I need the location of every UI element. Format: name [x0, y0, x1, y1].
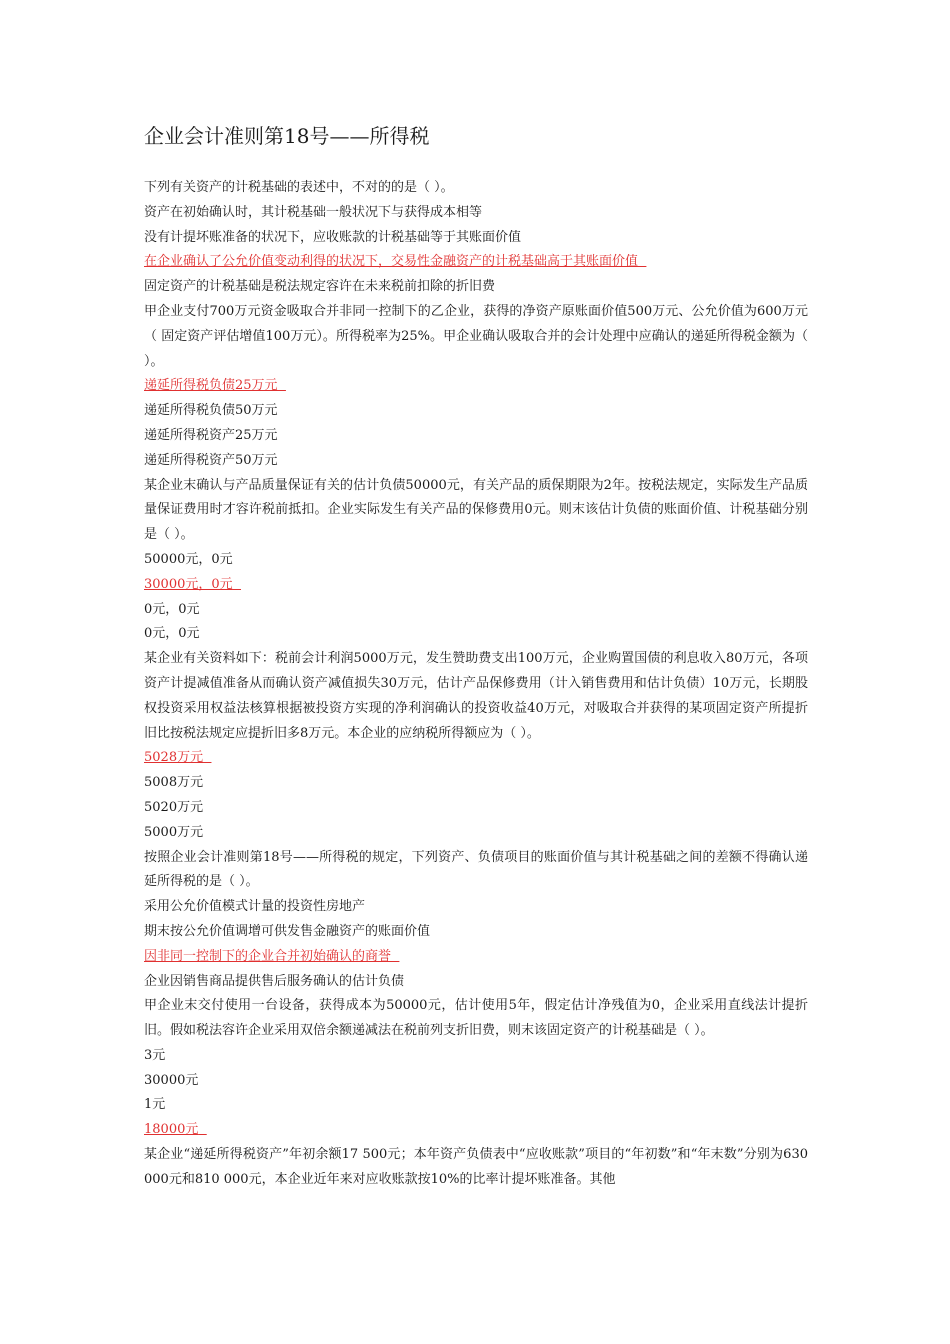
answer-option [144, 1069, 808, 1094]
question-text [144, 1143, 808, 1193]
text: 3元 [144, 1047, 166, 1063]
answer-option [144, 920, 808, 945]
question-text [144, 300, 808, 374]
question-text [144, 994, 808, 1044]
answer-option [144, 771, 808, 796]
answer-option-correct [144, 250, 808, 275]
answer-option [144, 598, 808, 623]
page-title: 企业会计准则第18号——所得税 [144, 124, 430, 148]
text: 递延所得税资产25万元 [144, 427, 278, 443]
question-text [144, 474, 808, 548]
answer-option [144, 622, 808, 647]
text: 50000元，0元 [144, 551, 233, 567]
text: 按照企业会计准则第18号——所得税的规定，下列资产、负债项目的账面价值与其计税基础之间的差额不得确认递延所得税的是（ ）。 [144, 849, 808, 890]
document-body [144, 176, 808, 1193]
answer-option [144, 821, 808, 846]
text: 5008万元 [144, 775, 204, 791]
answer-option [144, 796, 808, 821]
answer-option [144, 399, 808, 424]
text: 某企业“递延所得税资产”年初余额17 500元；本年资产负债表中“应收账款”项目的“年初数”和“年末数”分别为630 000元和810 000元，本企业近年来对应收账款按10%的比率计提坏账准备。其他 [144, 1147, 808, 1187]
correct-answer-text: 递延所得税负债25万元 [144, 378, 278, 394]
answer-option-correct [144, 1118, 808, 1143]
text: 递延所得税资产50万元 [144, 452, 278, 468]
answer-option [144, 548, 808, 573]
answer-option [144, 275, 808, 300]
text: 5020万元 [144, 799, 204, 815]
text: 某企业有关资料如下：税前会计利润5000万元，发生赞助费支出100万元，企业购置国债的利息收入80万元，各项资产计提减值准备从而确认资产减值损失30万元，估计产品保修费用（计入销售费用和估计负债）10万元，长期股权投资采用权益法核算根据被投资方实现的净利润确认的投资收益40万元，对吸取合并获得的某项固定资产所提折旧比按税法规定应提折旧多8万元。本企业的应纳税所得额应为（ ）。 [144, 651, 808, 741]
answer-option [144, 226, 808, 251]
answer-option [144, 176, 808, 201]
answer-option [144, 424, 808, 449]
correct-answer-text: 在企业确认了公允价值变动利得的状况下，交易性金融资产的计税基础高于其账面价值 [144, 254, 639, 270]
correct-answer-text: 30000元，0元 [144, 576, 233, 592]
text: 下列有关资产的计税基础的表述中，不对的的是（ ）。 [144, 180, 454, 195]
text: 没有计提坏账准备的状况下，应收账款的计税基础等于其账面价值 [144, 229, 522, 245]
text: 固定资产的计税基础是税法规定容许在未来税前扣除的折旧费 [144, 279, 496, 295]
text: 采用公允价值模式计量的投资性房地产 [144, 899, 366, 915]
document-page [144, 118, 808, 1193]
text: 甲企业末交付使用一台设备，获得成本为50000元，估计使用5年，假定估计净残值为0，企业采用直线法计提折旧。假如税法容许企业采用双倍余额递减法在税前列支折旧费，则末该固定资产的计税基础是（ ）。 [144, 998, 808, 1039]
text: 期末按公允价值调增可供发售金融资产的账面价值 [144, 923, 431, 939]
text: 5000万元 [144, 824, 204, 840]
answer-option-correct [144, 573, 808, 598]
question-text [144, 846, 808, 896]
answer-option-correct [144, 746, 808, 771]
text: 某企业末确认与产品质量保证有关的估计负债50000元，有关产品的质保期限为2年。按税法规定，实际发生产品质量保证费用时才容许税前抵扣。企业实际发生有关产品的保修费用0元。则末该估计负债的账面价值、计税基础分别是（ ）。 [144, 477, 808, 543]
answer-option-correct [144, 945, 808, 970]
answer-option [144, 1093, 808, 1118]
text: 企业因销售商品提供售后服务确认的估计负债 [144, 973, 405, 989]
correct-answer-text: 5028万元 [144, 750, 204, 766]
correct-answer-text: 因非同一控制下的企业合并初始确认的商誉 [144, 948, 392, 964]
text: 0元，0元 [144, 626, 200, 642]
answer-option [144, 201, 808, 226]
text: 甲企业支付700万元资金吸取合并非同一控制下的乙企业，获得的净资产原账面价值500万元、公允价值为600万元（ 固定资产评估增值100万元）。所得税率为25%。甲企业确认吸取合并的会计处理中应确认的递延所得税金额为（ ）。 [144, 303, 808, 369]
text: 递延所得税负债50万元 [144, 403, 278, 419]
answer-option [144, 449, 808, 474]
answer-option [144, 970, 808, 995]
text: 0元，0元 [144, 601, 200, 617]
text: 30000元 [144, 1072, 199, 1088]
answer-option [144, 1044, 808, 1069]
text: 资产在初始确认时，其计税基础一般状况下与获得成本相等 [144, 204, 483, 220]
answer-option-correct [144, 374, 808, 399]
question-text [144, 647, 808, 746]
text: 1元 [144, 1097, 166, 1113]
answer-option [144, 895, 808, 920]
correct-answer-text: 18000元 [144, 1122, 199, 1138]
